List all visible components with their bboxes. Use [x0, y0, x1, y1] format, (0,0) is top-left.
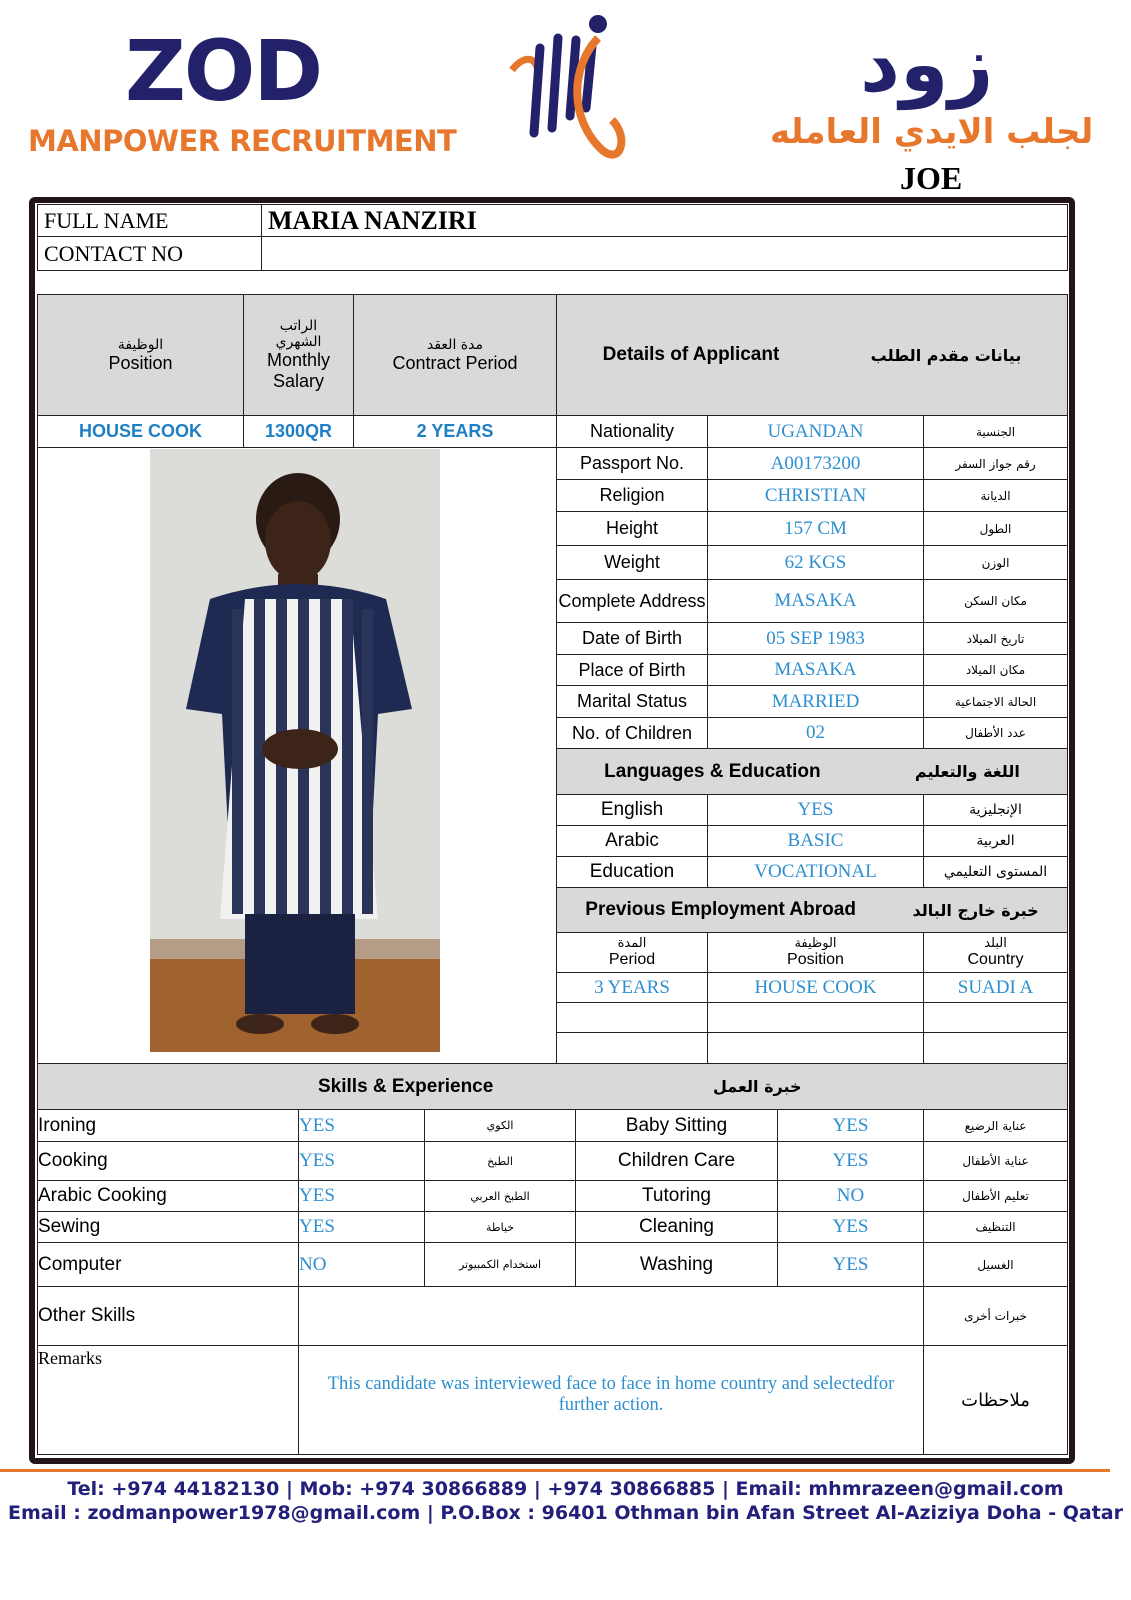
skill-label-ar: التنظيف [923, 1211, 1068, 1243]
skill-value: YES [777, 1109, 924, 1142]
employment-position [707, 1002, 924, 1033]
brand-logo-arabic: زود [860, 20, 994, 110]
salary-header-label2: Salary [272, 371, 325, 391]
salary-header [243, 294, 354, 416]
detail-label: Nationality [556, 415, 708, 448]
emp-position-ar: الوظيفة [794, 936, 837, 951]
skill-label-ar: خياطة [424, 1211, 576, 1243]
skill-label-ar: الكوي [424, 1109, 576, 1142]
footer-divider [0, 1469, 1110, 1472]
detail-value: 05 SEP 1983 [707, 622, 924, 655]
language-label-ar: العربية [923, 825, 1068, 857]
skill-value: NO [777, 1180, 924, 1212]
employment-position [707, 1032, 924, 1064]
detail-label: Complete Address [556, 579, 708, 623]
skill-label-ar: تعليم الأطفال [923, 1180, 1068, 1212]
other-skills-label: Other Skills [37, 1286, 299, 1346]
skills-header [37, 1063, 1068, 1110]
detail-label-ar: الحالة الاجتماعية [923, 685, 1068, 718]
detail-value: A00173200 [707, 447, 924, 480]
detail-label-ar: الديانة [923, 479, 1068, 512]
detail-label-ar: عدد الأطفال [923, 717, 1068, 749]
skill-label: Washing [575, 1242, 778, 1287]
skill-label: Cleaning [575, 1211, 778, 1243]
detail-label-ar: مكان السكن [923, 579, 1068, 623]
brand-logo-text: ZOD [125, 22, 322, 120]
skill-value: YES [777, 1211, 924, 1243]
detail-label: Place of Birth [556, 654, 708, 686]
position-header-label: Position [108, 352, 173, 373]
remarks-ar: ملاحظات [923, 1345, 1068, 1455]
details-header-label: Details of Applicant [602, 344, 780, 365]
language-label-ar: المستوى التعليمي [923, 856, 1068, 888]
skill-value: YES [777, 1141, 924, 1181]
skills-title-ar: خبرة العمل [713, 1077, 802, 1096]
period-ar: المدة [617, 936, 647, 951]
details-header [556, 294, 1068, 416]
language-label: Arabic [556, 825, 708, 857]
language-label: English [556, 794, 708, 826]
detail-label-ar: الطول [923, 511, 1068, 546]
salary-header-label1: Monthly [266, 350, 331, 370]
skill-label-ar: الغسيل [923, 1242, 1068, 1287]
skill-label: Tutoring [575, 1180, 778, 1212]
skill-value: YES [298, 1180, 425, 1212]
remarks-label: Remarks [37, 1345, 299, 1455]
salary-value: 1300QR [243, 415, 354, 448]
employment-period [556, 1002, 708, 1033]
employment-country: SUADI A [923, 972, 1068, 1003]
employment-country-header [923, 932, 1068, 973]
skill-label: Children Care [575, 1141, 778, 1181]
contract-header [353, 294, 557, 416]
detail-value: CHRISTIAN [707, 479, 924, 512]
detail-value: MASAKA [707, 654, 924, 686]
skill-label: Computer [37, 1242, 299, 1287]
other-skills-value [298, 1286, 924, 1346]
country-ar: البلد [984, 936, 1007, 951]
skill-value: NO [298, 1242, 425, 1287]
skill-value: YES [298, 1211, 425, 1243]
position-header-ar: الوظيفة [117, 336, 164, 353]
detail-value: UGANDAN [707, 415, 924, 448]
detail-value: 02 [707, 717, 924, 749]
applicant-photo [150, 449, 440, 1052]
employment-position: HOUSE COOK [707, 972, 924, 1003]
language-value: YES [707, 794, 924, 826]
salary-header-ar2: الشهري [275, 334, 322, 350]
skill-value: YES [777, 1242, 924, 1287]
other-skills-ar: خبرات أخرى [923, 1286, 1068, 1346]
brand-mark-icon [500, 8, 640, 183]
detail-label-ar: رقم جواز السفر [923, 447, 1068, 480]
contract-value: 2 YEARS [353, 415, 557, 448]
detail-label-ar: مكان الميلاد [923, 654, 1068, 686]
skill-label-ar: استخدام الكمبيوتر [424, 1242, 576, 1287]
detail-label: Religion [556, 479, 708, 512]
detail-label: Weight [556, 545, 708, 580]
skill-label: Arabic Cooking [37, 1180, 299, 1212]
language-label: Education [556, 856, 708, 888]
full-name-value: MARIA NANZIRI [261, 204, 1068, 237]
language-value: BASIC [707, 825, 924, 857]
salary-header-ar1: الراتب [279, 318, 318, 334]
skill-label: Sewing [37, 1211, 299, 1243]
detail-label-ar: تاريخ الميلاد [923, 622, 1068, 655]
skill-label: Baby Sitting [575, 1109, 778, 1142]
detail-label: Marital Status [556, 685, 708, 718]
detail-label: No. of Children [556, 717, 708, 749]
contact-label: CONTACT NO [37, 236, 262, 271]
emp-position-label: Position [787, 951, 844, 968]
details-header-ar: بيانات مقدم الطلب [870, 345, 1022, 365]
employment-country [923, 1032, 1068, 1064]
skill-value: YES [298, 1109, 425, 1142]
employment-title-ar: خبرة خارج البالد [912, 900, 1039, 920]
footer-address-line: Email : zodmanpower1978@gmail.com | P.O.Box : 96401 Othman bin Afan Street Al-Aziziya Doha - Qatar [8, 1502, 1123, 1524]
country-label: Country [967, 951, 1024, 968]
footer-contact-line: Tel: +974 44182130 | Mob: +974 30866889 | +974 30866885 | Email: mhmrazeen@gmail.com [67, 1478, 1064, 1500]
employment-position-header [707, 932, 924, 973]
brand-subtitle-arabic: لجلب الايدي العامله [770, 112, 1094, 152]
remarks-text: This candidate was interviewed face to face in home country and selectedfor further action. [298, 1345, 924, 1455]
period-label: Period [608, 951, 656, 968]
skill-label-ar: الطبخ العربي [424, 1180, 576, 1212]
detail-label: Date of Birth [556, 622, 708, 655]
employment-period-header [556, 932, 708, 973]
detail-label: Height [556, 511, 708, 546]
position-value: HOUSE COOK [37, 415, 244, 448]
employment-title: Previous Employment Abroad [585, 899, 856, 920]
language-value: VOCATIONAL [707, 856, 924, 888]
detail-value: MASAKA [707, 579, 924, 623]
contract-header-ar: مدة العقد [427, 336, 483, 353]
employment-header [556, 887, 1068, 933]
languages-title-ar: اللغة والتعليم [914, 762, 1020, 781]
skill-value: YES [298, 1141, 425, 1181]
languages-header [556, 748, 1068, 795]
detail-value: 62 KGS [707, 545, 924, 580]
skill-label: Cooking [37, 1141, 299, 1181]
detail-value: MARRIED [707, 685, 924, 718]
detail-label-ar: الوزن [923, 545, 1068, 580]
detail-label-ar: الجنسية [923, 415, 1068, 448]
employment-period [556, 1032, 708, 1064]
position-header [37, 294, 244, 416]
contract-header-label: Contract Period [392, 352, 518, 373]
skills-title: Skills & Experience [318, 1075, 494, 1097]
brand-subtitle: MANPOWER RECRUITMENT [28, 124, 457, 158]
contact-value [261, 236, 1068, 271]
employment-period: 3 YEARS [556, 972, 708, 1003]
detail-value: 157 CM [707, 511, 924, 546]
full-name-label: FULL NAME [37, 204, 262, 237]
languages-title: Languages & Education [604, 760, 821, 782]
language-label-ar: الإنجليزية [923, 794, 1068, 826]
skill-label-ar: عناية الرضيع [923, 1109, 1068, 1142]
skill-label-ar: الطبخ [424, 1141, 576, 1181]
agent-name: JOE [900, 160, 963, 196]
skill-label-ar: عناية الأطفال [923, 1141, 1068, 1181]
skill-label: Ironing [37, 1109, 299, 1142]
employment-country [923, 1002, 1068, 1033]
detail-label: Passport No. [556, 447, 708, 480]
